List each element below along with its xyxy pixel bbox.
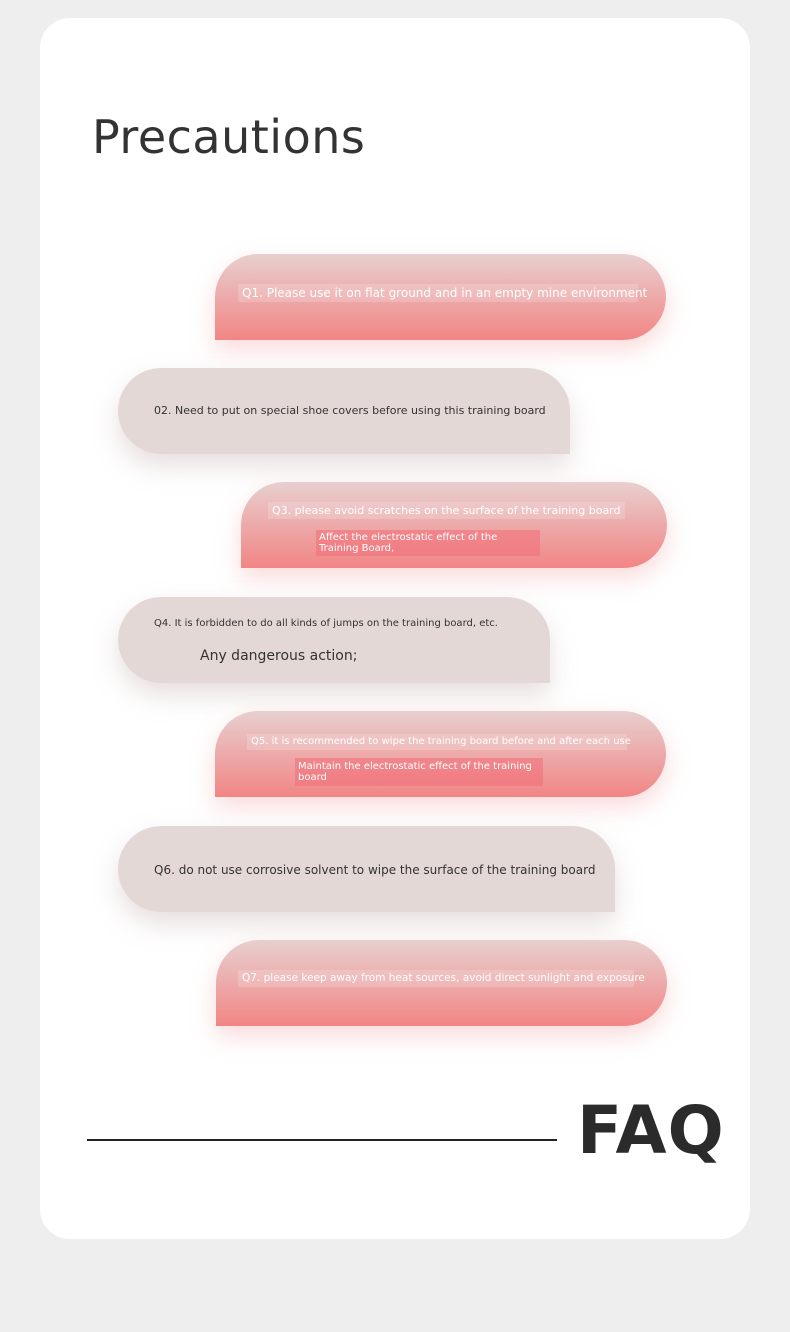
item-1-question: Q1. Please use it on flat ground and in an empty mine environment (238, 284, 638, 302)
faq-label: FAQ (577, 1092, 725, 1169)
faq-divider (87, 1139, 557, 1141)
item-2-question: 02. Need to put on special shoe covers before using this training board (154, 404, 546, 417)
precaution-item-6 (118, 826, 615, 912)
precaution-item-2 (118, 368, 570, 454)
item-6-question: Q6. do not use corrosive solvent to wipe the surface of the training board (154, 863, 596, 877)
precautions-card (40, 18, 750, 1239)
precaution-item-3 (241, 482, 667, 568)
precaution-item-5 (215, 711, 666, 797)
precaution-item-4 (118, 597, 550, 683)
item-3-question: Q3. please avoid scratches on the surface of the training board (268, 502, 625, 519)
precaution-item-7 (216, 940, 667, 1026)
item-3-note: Affect the electrostatic effect of the Training Board, (316, 530, 540, 556)
item-4-question: Q4. It is forbidden to do all kinds of jumps on the training board, etc. (154, 618, 498, 629)
item-7-question: Q7. please keep away from heat sources, avoid direct sunlight and exposure (238, 970, 634, 987)
item-5-question: Q5. it is recommended to wipe the training board before and after each use (247, 734, 627, 750)
item-4-note: Any dangerous action; (200, 648, 358, 664)
page-title: Precautions (92, 110, 366, 164)
precaution-item-1 (215, 254, 666, 340)
item-5-note: Maintain the electrostatic effect of the training board (295, 758, 543, 786)
